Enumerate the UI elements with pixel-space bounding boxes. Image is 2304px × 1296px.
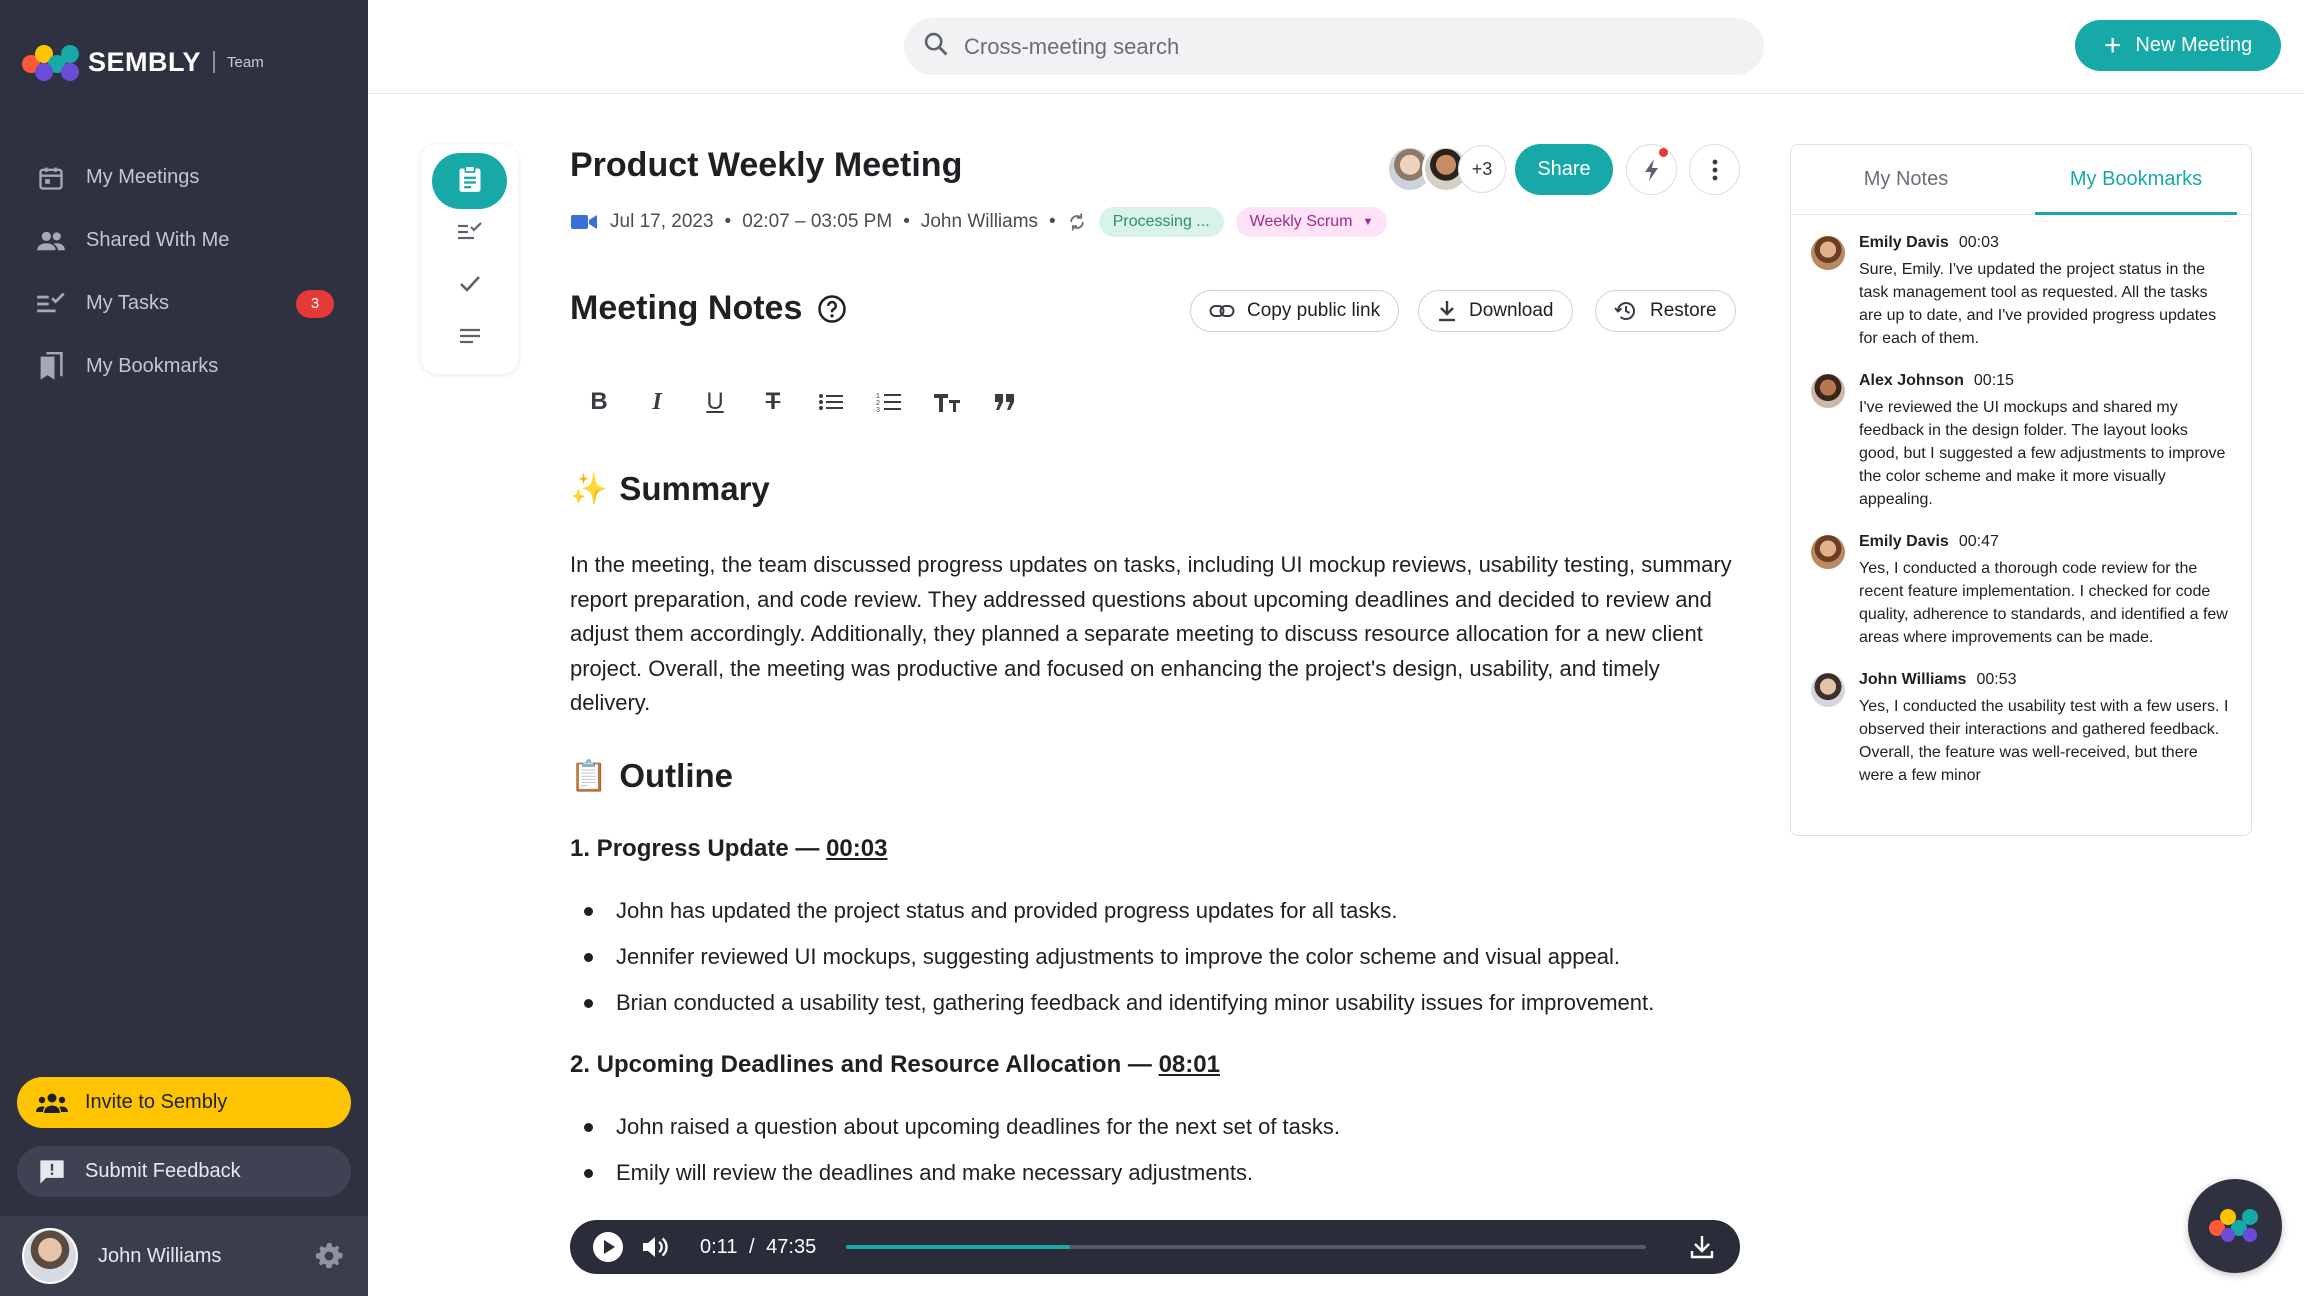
sparkles-icon: ✨ [570,472,608,506]
brand-plan: Team [227,53,264,71]
numbered-list-icon [876,391,902,413]
sidebar-item-label: Shared With Me [86,229,230,251]
group-icon [35,1088,69,1118]
bookmark-time: 00:15 [1973,372,2014,389]
bookmark-author: Alex Johnson [1859,372,1964,389]
summary-text: In the meeting, the team discussed progress updates on tasks, including UI mockup reviews, usability testing, summary report preparation, and code review. They addressed questions about upcoming deadlines and decided to review and adjust them accordingly. Additionally, they planned a separate meeting to discuss resource allocation for a new client project. Overall, the meeting was productive and focused on enhancing the project's design, usability, and timely delivery. [570,552,1732,715]
bookmark-item[interactable] [1811,671,2231,787]
brand-logo[interactable] [22,42,264,82]
list-item: Emily will review the deadlines and make necessary adjustments. [570,1150,1740,1196]
history-icon [1614,300,1638,322]
checkmark-icon [458,274,482,299]
audio-download-button[interactable] [1684,1229,1720,1265]
tasks-count-badge: 3 [296,290,334,318]
bookmark-icon [34,350,68,384]
notes-bookmarks-panel [1790,144,2252,836]
meeting-notes-title: Meeting Notes [570,289,803,327]
bookmarks-list[interactable] [1791,216,2251,835]
bookmark-header [1859,671,2231,689]
new-meeting-label: New Meeting [2135,34,2253,56]
meeting-type-label: Weekly Scrum [1249,213,1353,230]
list-item: Brian conducted a usability test, gathering feedback and identifying minor usability issues for improvement. [570,980,1740,1026]
playback-time [700,1236,816,1259]
copy-link-label: Copy public link [1247,300,1381,321]
copy-public-link-button[interactable] [1190,290,1399,332]
play-icon [592,1231,624,1263]
help-icon[interactable] [816,293,848,325]
notes-view-button[interactable] [432,153,507,209]
transcript-view-button[interactable] [445,318,495,358]
gear-icon[interactable] [312,1239,346,1273]
sidebar-item-label: My Meetings [86,166,200,188]
meeting-type-dropdown[interactable] [1236,207,1388,237]
user-profile-bar [0,1216,368,1296]
bookmark-time: 00:53 [1976,671,2017,688]
search-icon [922,30,950,63]
sidebar-item-my-bookmarks[interactable] [0,335,368,398]
volume-button[interactable] [638,1229,674,1265]
invite-label: Invite to Sembly [85,1091,228,1113]
italic-button[interactable] [628,382,686,422]
total-time: 47:35 [766,1235,817,1258]
video-camera-icon [570,212,598,232]
calendar-icon [34,161,68,195]
more-options-button[interactable] [1689,144,1740,195]
sidebar-nav [0,146,368,398]
meeting-title: Product Weekly Meeting [570,146,963,184]
tasks-icon [34,287,68,321]
tab-my-notes[interactable]: My Notes [1863,168,1949,190]
bookmark-author: Emily Davis [1859,533,1949,550]
quote-icon [994,393,1016,411]
status-badge: Processing ... [1099,207,1224,237]
done-view-button[interactable] [445,266,495,306]
caret-down-icon: ▼ [1362,216,1374,228]
more-participants-count: +3 [1458,145,1506,193]
outline-section-2-list [570,1104,1740,1196]
avatar [1811,236,1845,270]
top-bar [368,0,2304,94]
assistant-button[interactable] [2188,1179,2282,1273]
user-name: John Williams [98,1244,222,1267]
avatar [1811,673,1845,707]
checklist-icon [457,222,483,247]
outline-title: Outline [619,757,734,794]
meeting-date: Jul 17, 2023 [610,211,714,232]
avatar [1811,374,1845,408]
feedback-label: Submit Feedback [85,1160,241,1182]
bookmark-time: 00:03 [1958,234,1999,251]
more-vertical-icon [1712,159,1718,181]
feedback-button[interactable] [17,1146,351,1197]
strikethrough-button[interactable] [744,382,802,422]
time-separator: / [749,1235,755,1258]
search-bar[interactable] [904,18,1764,75]
timestamp-link[interactable]: 00:03 [826,835,888,862]
outline-section-1 [570,835,887,863]
summary-title: Summary [619,470,770,507]
bookmark-header [1859,234,2231,252]
volume-icon [641,1234,671,1260]
bold-icon: B [590,388,608,415]
invite-button[interactable] [17,1077,351,1128]
bookmark-text: Yes, I conducted the usability test with a few users. I observed their interactions and gathered feedback. Overall, the feature was well-received, but there were a few minor [1859,698,2229,784]
text-size-icon [933,391,961,413]
separator-dot: • [724,211,732,232]
notes-view-toolbar [421,144,518,374]
bookmark-header [1859,372,2231,390]
meeting-notes-heading [570,289,848,328]
sidebar-item-my-meetings[interactable] [0,146,368,209]
underline-button[interactable] [686,382,744,422]
list-item: John has updated the project status and provided progress updates for all tasks. [570,888,1740,934]
brand-divider [213,51,215,73]
bookmark-item[interactable] [1811,533,2231,649]
panel-tabs [1791,145,2251,215]
participants-group[interactable] [1386,144,1506,194]
notification-dot [1659,148,1668,157]
bookmark-author: John Williams [1859,671,1967,688]
tasks-view-button[interactable] [445,214,495,254]
sidebar-item-shared-with-me[interactable] [0,209,368,272]
share-button[interactable]: Share [1515,144,1613,195]
bullet-list-button[interactable] [802,382,860,422]
strikethrough-icon: T [765,388,781,415]
clipboard-emoji-icon: 📋 [570,759,608,793]
download-button[interactable] [1418,290,1573,332]
bookmark-time: 00:47 [1958,533,1999,550]
outline-section-title: 1. Progress Update — [570,835,827,862]
meeting-meta [570,205,1387,239]
clipboard-icon [457,165,483,198]
download-icon [1437,300,1457,322]
svg-text:3: 3 [876,407,880,413]
bold-button[interactable] [570,382,628,422]
sidebar-item-label: My Tasks [86,292,169,314]
bullet-list-icon [818,392,844,412]
new-meeting-button[interactable] [2075,20,2281,71]
audio-player [570,1220,1740,1274]
link-icon [1209,303,1235,319]
sidebar-item-my-tasks[interactable] [0,272,368,335]
formatting-toolbar [570,382,1034,422]
quote-button[interactable] [976,382,1034,422]
outline-section-2 [570,1051,1220,1079]
separator-dot: • [903,211,910,232]
bookmark-text: Yes, I conducted a thorough code review for the recent feature implementation. I checked for code quality, adherence to standards, and identified a few areas where improvements can be made. [1859,560,2228,646]
outline-heading [570,757,733,795]
brand-name: SEMBLY [88,46,202,77]
text-size-button[interactable] [918,382,976,422]
summary-heading [570,470,770,508]
playback-progress-slider[interactable] [846,1245,1646,1249]
sidebar [0,0,368,1296]
restore-button[interactable] [1595,290,1736,332]
lines-icon [458,326,482,351]
download-label: Download [1469,300,1554,321]
download-icon [1690,1234,1714,1260]
meeting-owner: John Williams [920,211,1039,232]
automation-button[interactable] [1626,144,1677,195]
bookmark-item[interactable] [1811,372,2231,511]
underline-icon: U [706,388,724,415]
timestamp-link[interactable]: 08:01 [1158,1051,1220,1078]
current-time: 0:11 [700,1235,738,1258]
svg-text:2: 2 [876,400,880,407]
play-button[interactable] [590,1229,626,1265]
sembly-logo-icon [22,43,80,81]
outline-section-title: 2. Upcoming Deadlines and Resource Allocation — [570,1051,1159,1078]
bookmark-header [1859,533,2231,551]
bookmark-text: Sure, Emily. I've updated the project status in the task management tool as requested. All the tasks are up to date, and I've provided progress updates for each of them. [1859,261,2217,347]
lightning-icon [1643,158,1661,182]
search-input[interactable] [964,34,1744,60]
svg-text:1: 1 [876,393,880,400]
numbered-list-button[interactable] [860,382,918,422]
list-item: Jennifer reviewed UI mockups, suggesting adjustments to improve the color scheme and visual appeal. [570,934,1740,980]
avatar [1811,535,1845,569]
bookmark-item[interactable] [1811,234,2231,350]
plus-icon: + [2103,28,2122,62]
feedback-icon [35,1157,69,1187]
people-icon [34,224,68,258]
sync-icon [1067,212,1087,232]
sembly-logo-icon [2208,1208,2262,1244]
sidebar-item-label: My Bookmarks [86,355,219,377]
playback-progress-fill [846,1245,1070,1249]
meeting-time: 02:07 – 03:05 PM [742,211,893,232]
bookmark-text: I've reviewed the UI mockups and shared my feedback in the design folder. The layout looks good, but I suggested a few adjustments to improve the color scheme and make it more visually appealing. [1859,399,2226,508]
tab-my-bookmarks[interactable]: My Bookmarks [2021,145,2251,214]
list-item: John raised a question about upcoming deadlines for the next set of tasks. [570,1104,1740,1150]
separator-dot: • [1049,211,1056,232]
italic-icon: I [652,388,662,415]
restore-label: Restore [1650,300,1717,321]
avatar[interactable] [22,1228,78,1284]
outline-section-1-list [570,888,1740,1026]
bookmark-author: Emily Davis [1859,234,1949,251]
